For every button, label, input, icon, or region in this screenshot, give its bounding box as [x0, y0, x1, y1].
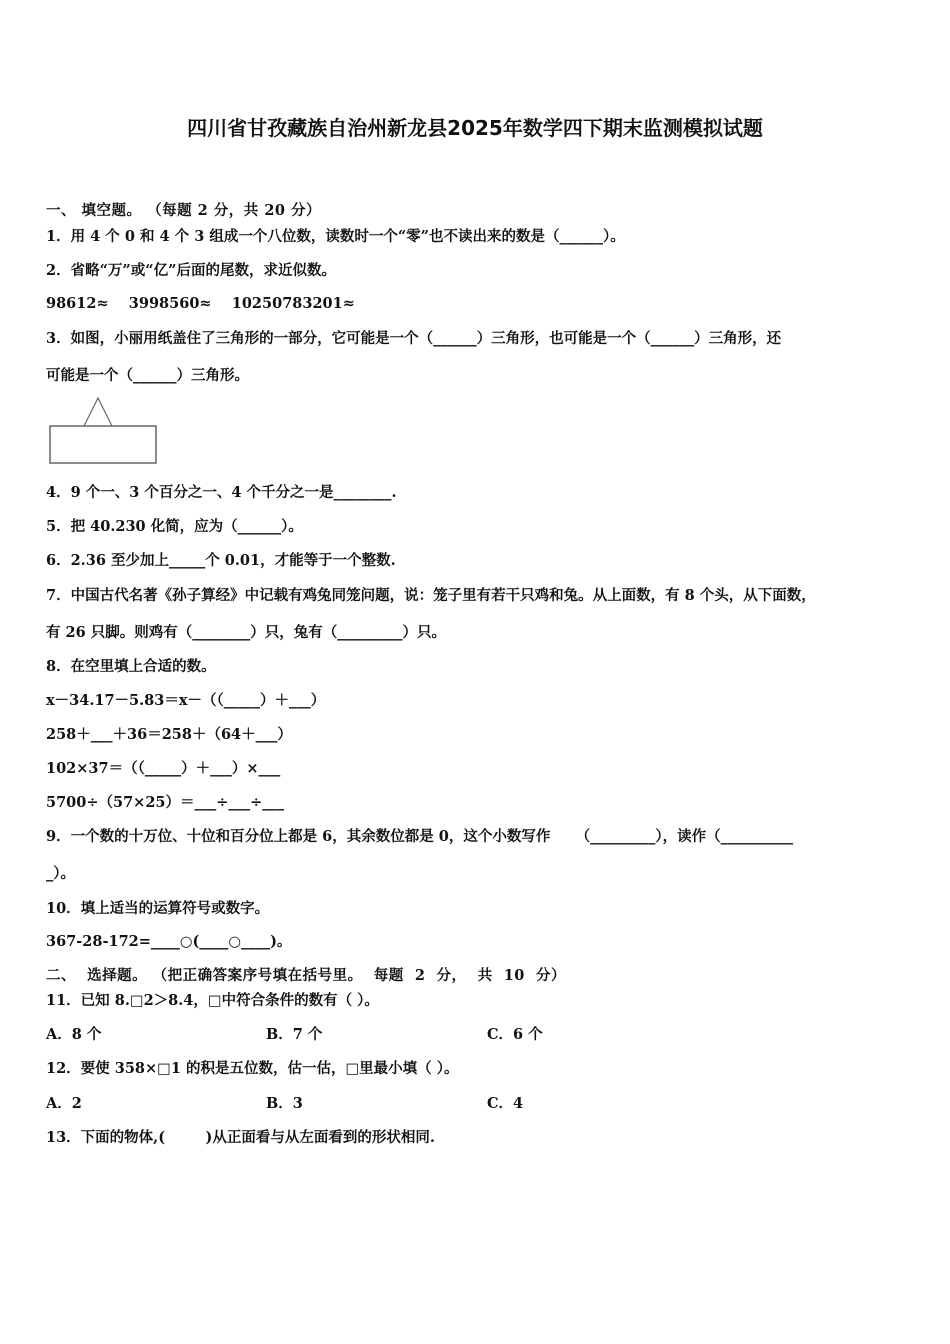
- question-9-line-2: _）。: [46, 865, 75, 882]
- question-9-line-1: 9．一个数的十万位、十位和百分位上都是 6，其余数位都是 0，这个小数写作 （_________），读作（__________: [46, 828, 794, 845]
- section-1-heading: 一、 填空题。 （每题 2 分，共 20 分）: [46, 202, 322, 219]
- triangle-tip: [84, 398, 112, 426]
- question-10: 10．填上适当的运算符号或数字。: [46, 900, 270, 917]
- question-12-option-c: C．4: [487, 1095, 524, 1112]
- question-11-option-a: A．8 个: [46, 1026, 102, 1043]
- page-title: 四川省甘孜藏族自治州新龙县2025年数学四下期末监测模拟试题: [187, 116, 763, 140]
- question-3-line-1: 3．如图，小丽用纸盖住了三角形的一部分，它可能是一个（______）三角形，也可能是一个（______）三角形，还: [46, 330, 782, 347]
- question-5: 5．把 40.230 化简，应为（______）。: [46, 518, 303, 535]
- question-13: 13．下面的物体,( )从正面看与从左面看到的形状相同.: [46, 1129, 435, 1146]
- question-8: 8．在空里填上合适的数。: [46, 658, 216, 675]
- covered-triangle-figure: [48, 394, 160, 466]
- question-12-option-b: B．3: [266, 1095, 303, 1112]
- section-2-heading: 二、 选择题。 （把正确答案序号填在括号里。 每题 2 分， 共 10 分）: [46, 967, 566, 984]
- question-7-line-1: 7．中国古代名著《孙子算经》中记载有鸡兔同笼问题，说：笼子里有若干只鸡和兔。从上面数，有 8 个头，从下面数，: [46, 587, 816, 604]
- question-4: 4．9 个一、3 个百分之一、4 个千分之一是________.: [46, 484, 397, 501]
- question-6: 6．2.36 至少加上_____个 0.01，才能等于一个整数.: [46, 552, 396, 569]
- question-12-option-a: A．2: [46, 1095, 82, 1112]
- question-10-expression: 367-28-172=____○(____○____)。: [46, 933, 292, 950]
- question-8-a: x－34.17－5.83＝x－（（_____）＋___）: [46, 692, 326, 709]
- question-11-option-b: B．7 个: [266, 1026, 323, 1043]
- question-11-option-c: C．6 个: [487, 1026, 543, 1043]
- question-8-d: 5700÷（57×25）＝___÷___÷___: [46, 794, 285, 811]
- paper-cover: [50, 426, 156, 463]
- question-11: 11．已知 8.□2＞8.4，□中符合条件的数有（ ）。: [46, 992, 379, 1009]
- question-12: 12．要使 358×□1 的积是五位数，估一估，□里最小填（ ）。: [46, 1060, 459, 1077]
- question-1: 1．用 4 个 0 和 4 个 3 组成一个八位数，读数时一个“零”也不读出来的数是（______）。: [46, 228, 625, 245]
- question-3-line-2: 可能是一个（______）三角形。: [46, 367, 249, 384]
- question-8-c: 102×37＝（（_____）＋___）×___: [46, 760, 281, 777]
- question-7-line-2: 有 26 只脚。则鸡有（________）只，兔有（_________）只。: [46, 624, 447, 641]
- question-2: 2．省略“万”或“亿”后面的尾数，求近似数。: [46, 262, 336, 279]
- question-2-items: 98612≈ 3998560≈ 10250783201≈: [46, 295, 355, 312]
- question-8-b: 258＋___＋36＝258＋（64＋___）: [46, 726, 292, 743]
